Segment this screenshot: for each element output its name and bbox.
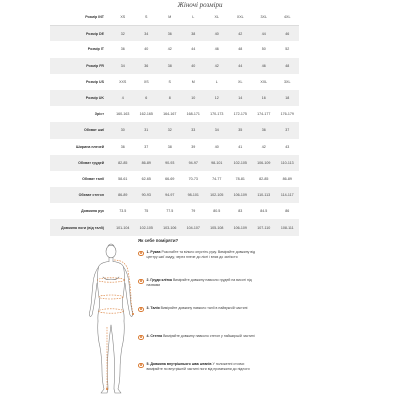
table-cell: 86 xyxy=(285,209,290,214)
row-label: Розмір INT xyxy=(50,9,111,25)
table-row xyxy=(50,106,299,122)
table-cell: L xyxy=(215,79,218,84)
table-cell: 38 xyxy=(182,25,206,41)
table-cell: 174-177 xyxy=(257,112,271,117)
table-cell: 48 xyxy=(238,47,243,52)
table-cell: 30 xyxy=(111,122,135,138)
table-cell: 164-167 xyxy=(163,112,177,117)
step-description: У положенні стоячи виміряйте по внутрішній частині ноги від промежини до підлоги xyxy=(146,362,250,372)
table-cell: 78-81 xyxy=(235,176,245,181)
table-cell: 32 xyxy=(111,25,135,41)
table-cell: 90-93 xyxy=(158,155,182,171)
table-cell: 40 xyxy=(205,25,229,41)
table-cell: 46 xyxy=(214,47,219,52)
table-cell: 101-104 xyxy=(111,219,135,235)
page-title: Жіночі розміри xyxy=(177,1,223,9)
table-cell: 107-110 xyxy=(252,219,276,235)
row-label: Розмір DE xyxy=(50,25,111,41)
step-description: Розслабте та вільно опустіть руку. Виміряйте довжину від центру шиї ззаду, через плече до лікті і вниз до зап'ястя xyxy=(146,250,256,260)
table-cell: 50 xyxy=(261,47,266,52)
table-cell: 36 xyxy=(135,58,159,74)
target-icon xyxy=(138,307,144,313)
table-cell: 52 xyxy=(285,47,290,52)
table-cell: 38 xyxy=(167,144,172,149)
table-cell: 44 xyxy=(252,25,276,41)
table-cell: 106-109 xyxy=(229,219,253,235)
table-cell: 106-109 xyxy=(252,155,276,171)
table-cell: 62-65 xyxy=(141,176,151,181)
table-cell: 98-101 xyxy=(205,155,229,171)
size-table xyxy=(50,9,299,236)
table-cell: 48 xyxy=(276,58,300,74)
table-cell: 42 xyxy=(205,58,229,74)
table-cell: 105-108 xyxy=(205,219,229,235)
table-cell: 10 xyxy=(182,90,206,106)
table-cell: 77.5 xyxy=(166,209,174,214)
step-heading: 3. Талія xyxy=(146,306,160,310)
table-cell: 39 xyxy=(191,144,196,149)
table-cell: 33 xyxy=(182,122,206,138)
table-cell: 42 xyxy=(261,144,266,149)
table-row xyxy=(50,25,299,41)
table-cell: 86-89 xyxy=(282,176,292,181)
table-cell: 14 xyxy=(229,90,253,106)
measurement-guide xyxy=(138,238,378,390)
row-label: Обхват талії xyxy=(82,176,104,181)
guide-step xyxy=(138,278,378,306)
step-heading: 4. Стегна xyxy=(146,334,163,338)
table-cell: 83 xyxy=(238,209,243,214)
table-cell: 34 xyxy=(111,58,135,74)
table-row xyxy=(50,74,299,90)
table-cell: 160-163 xyxy=(116,112,130,117)
row-label: Зріст xyxy=(94,112,104,117)
table-row xyxy=(50,58,299,74)
table-cell: 176-179 xyxy=(280,112,294,117)
table-cell: 36 xyxy=(120,144,125,149)
table-cell: 70-73 xyxy=(188,176,198,181)
table-cell: 18 xyxy=(276,90,300,106)
guide-step xyxy=(138,334,378,362)
table-cell: 168-171 xyxy=(186,112,200,117)
table-cell: 3XL xyxy=(284,79,291,84)
table-cell: 110-113 xyxy=(252,187,276,203)
table-cell: 44 xyxy=(229,58,253,74)
table-cell: 86-89 xyxy=(111,187,135,203)
table-row xyxy=(50,187,299,203)
size-header-cell: S xyxy=(135,9,159,25)
table-row xyxy=(50,41,299,57)
table-cell: XXL xyxy=(260,79,268,84)
size-header-cell: XXL xyxy=(229,9,253,25)
table-cell: 40 xyxy=(214,144,219,149)
table-cell: 40 xyxy=(182,58,206,74)
step-text xyxy=(147,278,259,288)
table-row xyxy=(50,139,299,155)
table-row xyxy=(50,203,299,219)
table-cell: 114-117 xyxy=(276,187,300,203)
step-text xyxy=(147,306,259,311)
step-heading: 5. Довжина внутрішнього шва штанів xyxy=(146,362,212,366)
table-cell: S xyxy=(168,79,171,84)
size-header-cell: 3XL xyxy=(252,9,276,25)
table-cell: 46 xyxy=(252,58,276,74)
table-cell: 108-111 xyxy=(276,219,300,235)
step-text xyxy=(147,362,259,372)
size-header-cell: XL xyxy=(205,9,229,25)
table-row xyxy=(50,122,299,138)
row-label: Обхват грудей xyxy=(50,155,111,171)
table-cell: 4 xyxy=(111,90,135,106)
table-cell: 74-77 xyxy=(212,176,222,181)
step-description: Виміряйте довжину навколо талії в найвужчій частині xyxy=(160,306,248,310)
row-label: Довжина ноги (від талії) xyxy=(50,219,111,235)
table-cell: 44 xyxy=(191,47,196,52)
table-cell: 6 xyxy=(135,90,159,106)
row-label: Обхват стегон xyxy=(50,187,111,203)
table-cell: XS xyxy=(143,79,149,84)
table-cell: 40 xyxy=(144,47,149,52)
size-header-cell: XS xyxy=(111,9,135,25)
table-cell: 172-175 xyxy=(233,112,247,117)
table-cell: 104-107 xyxy=(182,219,206,235)
table-cell: 34 xyxy=(135,25,159,41)
table-cell: 8 xyxy=(158,90,182,106)
table-cell: 43 xyxy=(285,144,290,149)
table-cell: 80.5 xyxy=(213,209,221,214)
table-row xyxy=(50,219,299,235)
table-cell: 41 xyxy=(238,144,243,149)
size-header-cell: M xyxy=(158,9,182,25)
row-label: Розмір UK xyxy=(50,90,111,106)
table-cell: 79 xyxy=(191,209,196,214)
table-cell: XL xyxy=(238,79,243,84)
target-icon xyxy=(138,363,144,369)
row-label: Розмір IT xyxy=(87,47,104,52)
size-header-cell: L xyxy=(182,9,206,25)
row-label: Довжина рук xyxy=(81,209,104,214)
table-cell: 94-97 xyxy=(182,155,206,171)
table-cell: 73.5 xyxy=(119,209,127,214)
table-cell: 102-105 xyxy=(135,219,159,235)
target-icon xyxy=(138,335,144,341)
table-cell: XXS xyxy=(119,79,127,84)
table-cell: 82-85 xyxy=(111,155,135,171)
table-cell: 94-97 xyxy=(158,187,182,203)
table-cell: 46 xyxy=(276,25,300,41)
guide-step xyxy=(138,306,378,334)
table-row xyxy=(50,171,299,187)
step-heading: 1. Рукав xyxy=(146,250,161,254)
table-cell: 37 xyxy=(144,144,149,149)
table-cell: 42 xyxy=(167,47,172,52)
table-cell: 86-89 xyxy=(135,155,159,171)
table-cell: 102-105 xyxy=(229,155,253,171)
row-label: Розмір FR xyxy=(50,58,111,74)
step-text xyxy=(147,334,259,339)
row-label: Розмір US xyxy=(86,79,104,84)
table-cell: 90-93 xyxy=(135,187,159,203)
table-cell: 162-165 xyxy=(139,112,153,117)
table-cell: 16 xyxy=(252,90,276,106)
guide-title: Як себе поміряти? xyxy=(138,238,179,243)
row-label: Обхват шиї xyxy=(50,122,111,138)
table-row xyxy=(50,90,299,106)
table-cell: 36 xyxy=(120,47,125,52)
step-description: Виміряйте довжину навколо стегон у найширшій частині xyxy=(163,334,255,338)
table-cell: 84.5 xyxy=(260,209,268,214)
table-cell: 31 xyxy=(135,122,159,138)
step-text xyxy=(147,250,259,260)
table-row xyxy=(50,155,299,171)
guide-step xyxy=(138,250,378,278)
target-icon xyxy=(138,251,144,257)
table-cell: 38 xyxy=(158,58,182,74)
guide-step xyxy=(138,362,378,390)
table-cell: 103-106 xyxy=(158,219,182,235)
target-icon xyxy=(138,279,144,285)
row-label: Ширина плечей xyxy=(75,144,104,149)
table-cell: 34 xyxy=(205,122,229,138)
table-cell: 42 xyxy=(229,25,253,41)
table-cell: 75 xyxy=(144,209,149,214)
table-cell: 35 xyxy=(229,122,253,138)
table-cell: M xyxy=(191,79,195,84)
table-cell: 102-105 xyxy=(205,187,229,203)
table-cell: 36 xyxy=(252,122,276,138)
table-cell: 66-69 xyxy=(165,176,175,181)
table-cell: 37 xyxy=(276,122,300,138)
step-heading: 2. Груди клітка xyxy=(146,278,172,282)
step-description: Виміряйте довжину навколо грудей на висоті під пахвами xyxy=(146,278,252,288)
table-cell: 98-101 xyxy=(182,187,206,203)
table-cell: 36 xyxy=(158,25,182,41)
table-cell: 170-173 xyxy=(210,112,224,117)
table-cell: 32 xyxy=(158,122,182,138)
table-cell: 110-113 xyxy=(276,155,300,171)
table-cell: 82-85 xyxy=(259,176,269,181)
size-header-cell: 4XL xyxy=(276,9,300,25)
table-cell: 106-109 xyxy=(229,187,253,203)
table-header-row xyxy=(50,9,299,25)
table-cell: 58-61 xyxy=(118,176,128,181)
table-cell: 12 xyxy=(205,90,229,106)
